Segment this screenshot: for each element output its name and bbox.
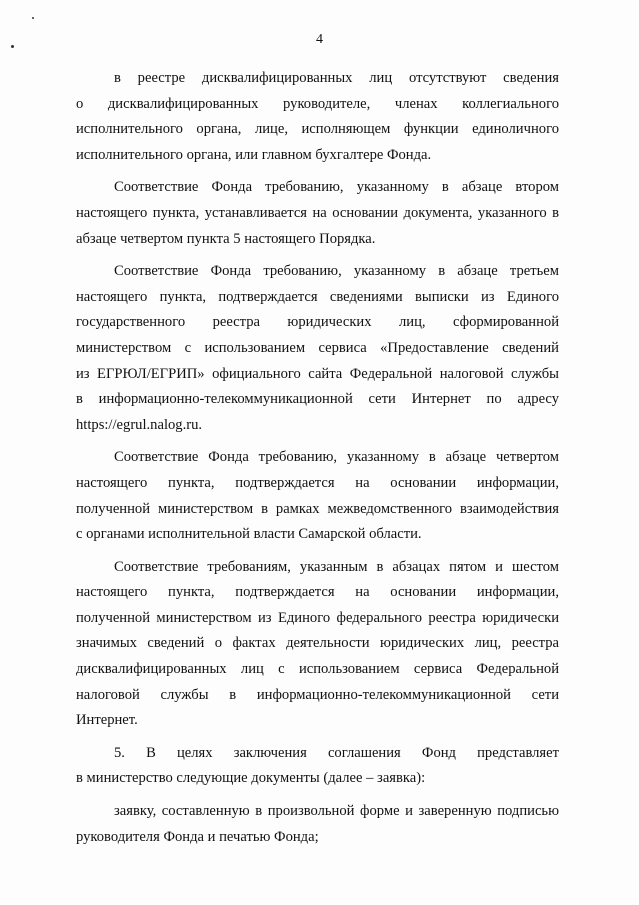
text-line: исполнительного органа, лице, исполняющем функции единоличного [76,121,559,138]
text-line: государственного реестра юридических лиц, сформированной [76,314,559,331]
text-line: заявку, составленную в произвольной форме и заверенную подписью [114,803,559,820]
text-line: абзаце четвертом пункта 5 настоящего Порядка. [76,230,376,247]
text-line: в реестре дисквалифицированных лиц отсутствуют сведения [114,70,559,86]
paragraph [76,799,559,850]
text-line: полученной министерством в рамках межведомственного взаимодействия [76,500,559,517]
paragraph [76,175,559,252]
text-line: Соответствие Фонда требованию, указанному в абзаце четвертом [114,449,559,466]
text-line: настоящего пункта, подтверждается сведениями выписки из Единого [76,288,559,305]
text-line: настоящего пункта, подтверждается на основании информации, [76,474,559,491]
text-line: министерством с использованием сервиса «Предоставление сведений [76,339,559,356]
document-body [76,66,559,857]
text-line: https://egrul.nalog.ru. [76,416,203,433]
paragraph [76,66,559,168]
text-line: в информационно-телекоммуникационной сети Интернет по адресу [76,391,559,408]
text-line: Соответствие Фонда требованию, указанному в абзаце втором [114,179,559,196]
text-line: исполнительного органа, или главном бухгалтере Фонда. [76,146,432,163]
text-line: из ЕГРЮЛ/ЕГРИП» официального сайта Федеральной налоговой службы [76,365,559,382]
text-line: полученной министерством из Единого федерального реестра юридически [76,609,559,626]
paragraph [76,445,559,547]
text-line: руководителя Фонда и печатью Фонда; [76,828,319,845]
text-line: дисквалифицированных лиц с использованием сервиса Федеральной [76,661,559,678]
text-line: Интернет. [76,712,138,729]
text-line: о дисквалифицированных руководителе, членах коллегиального [76,95,559,112]
page-number: 4 [316,32,323,47]
text-line: в министерство следующие документы (далее – заявка): [76,770,426,787]
text-line: 5. В целях заключения соглашения Фонд представляет [114,744,559,761]
text-line: Соответствие требованиям, указанным в абзацах пятом и шестом [114,558,559,575]
paragraph [76,555,559,734]
scan-speck [11,45,14,48]
scan-speck [32,17,34,19]
text-line: налоговой службы в информационно-телекоммуникационной сети [76,686,559,703]
paragraph [76,741,559,792]
text-line: настоящего пункта, подтверждается на основании информации, [76,584,559,601]
paragraph [76,259,559,438]
text-line: значимых сведений о фактах деятельности юридических лиц, реестра [76,635,559,652]
text-line: Соответствие Фонда требованию, указанному в абзаце третьем [114,263,559,280]
text-line: настоящего пункта, устанавливается на основании документа, указанного в [76,204,559,221]
text-line: с органами исполнительной власти Самарской области. [76,526,422,543]
